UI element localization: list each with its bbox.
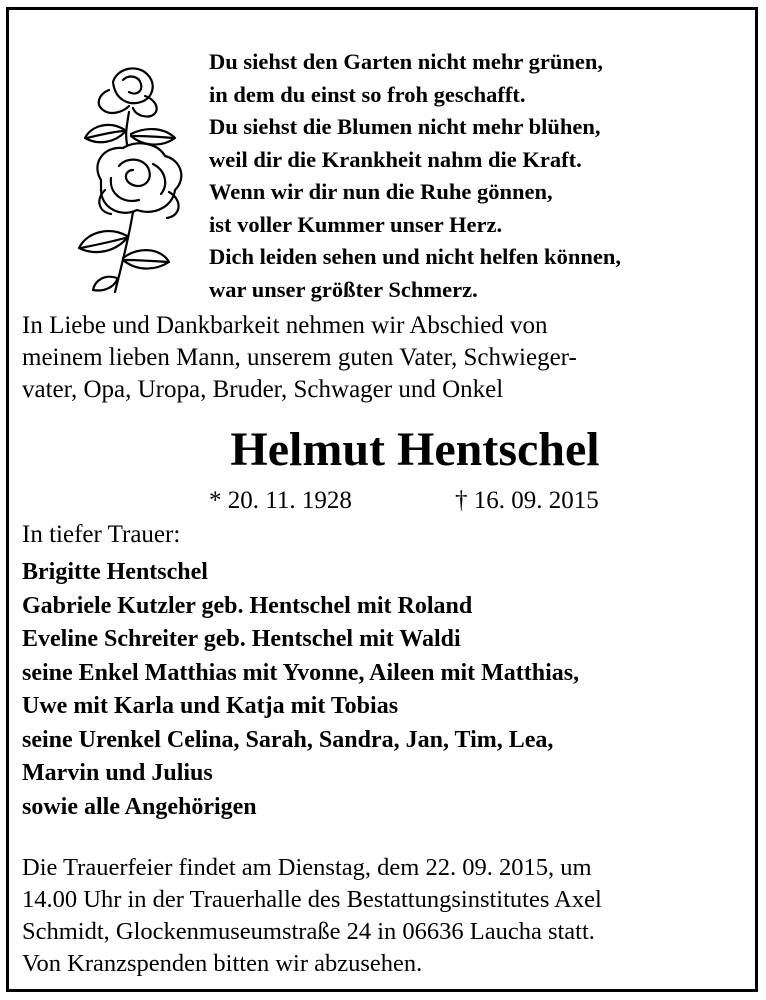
service-line: Schmidt, Glockenmuseumstraße 24 in 06636 Laucha statt. — [22, 918, 595, 945]
mourner-line: Brigitte Hentschel — [22, 559, 208, 585]
intro-line: meinem lieben Mann, unserem guten Vater, Schwieger- — [22, 344, 577, 371]
obituary-notice — [6, 7, 758, 992]
intro-line: In Liebe und Dankbarkeit nehmen wir Abschied von — [22, 312, 548, 339]
service-line: Die Trauerfeier findet am Dienstag, dem 22. 09. 2015, um — [22, 854, 592, 881]
rose-icon — [65, 60, 205, 300]
poem-line: in dem du einst so froh geschafft. — [209, 81, 526, 107]
poem-line: Dich leiden sehen und nicht helfen können, — [209, 244, 621, 269]
poem-line: Wenn wir dir nun die Ruhe gönnen, — [209, 179, 553, 204]
mourner-line: Uwe mit Karla und Katja mit Tobias — [22, 693, 399, 719]
service-line: Von Kranzspenden bitten wir abzusehen. — [22, 950, 423, 977]
mourner-line: Marvin und Julius — [22, 760, 213, 786]
death-date: † 16. 09. 2015 — [455, 487, 599, 514]
service-line: 14.00 Uhr in der Trauerhalle des Bestattungsinstitutes Axel — [22, 886, 602, 913]
birth-date: * 20. 11. 1928 — [209, 487, 352, 514]
poem-line: Du siehst die Blumen nicht mehr blühen, — [209, 114, 601, 139]
poem — [209, 46, 749, 306]
mourning-label: In tiefer Trauer: — [22, 521, 181, 548]
mourner-line: sowie alle Angehörigen — [22, 793, 257, 820]
mourner-line: seine Urenkel Celina, Sarah, Sandra, Jan, Tim, Lea, — [22, 726, 554, 753]
intro-line: vater, Opa, Uropa, Bruder, Schwager und Onkel — [22, 376, 504, 403]
poem-line: Du siehst den Garten nicht mehr grünen, — [209, 49, 603, 74]
poem-line: ist voller Kummer unser Herz. — [209, 211, 503, 237]
poem-line: weil dir die Krankheit nahm die Kraft. — [209, 146, 582, 172]
mourner-line: Eveline Schreiter geb. Hentschel mit Waldi — [22, 626, 461, 652]
mourners-list — [22, 556, 747, 824]
mourner-line: seine Enkel Matthias mit Yvonne, Aileen mit Matthias, — [22, 659, 580, 686]
poem-line: war unser größter Schmerz. — [209, 276, 478, 302]
farewell-intro — [22, 310, 742, 406]
mourner-line: Gabriele Kutzler geb. Hentschel mit Roland — [22, 592, 473, 619]
funeral-service-info — [22, 852, 747, 980]
deceased-name: Helmut Hentschel — [230, 423, 600, 476]
